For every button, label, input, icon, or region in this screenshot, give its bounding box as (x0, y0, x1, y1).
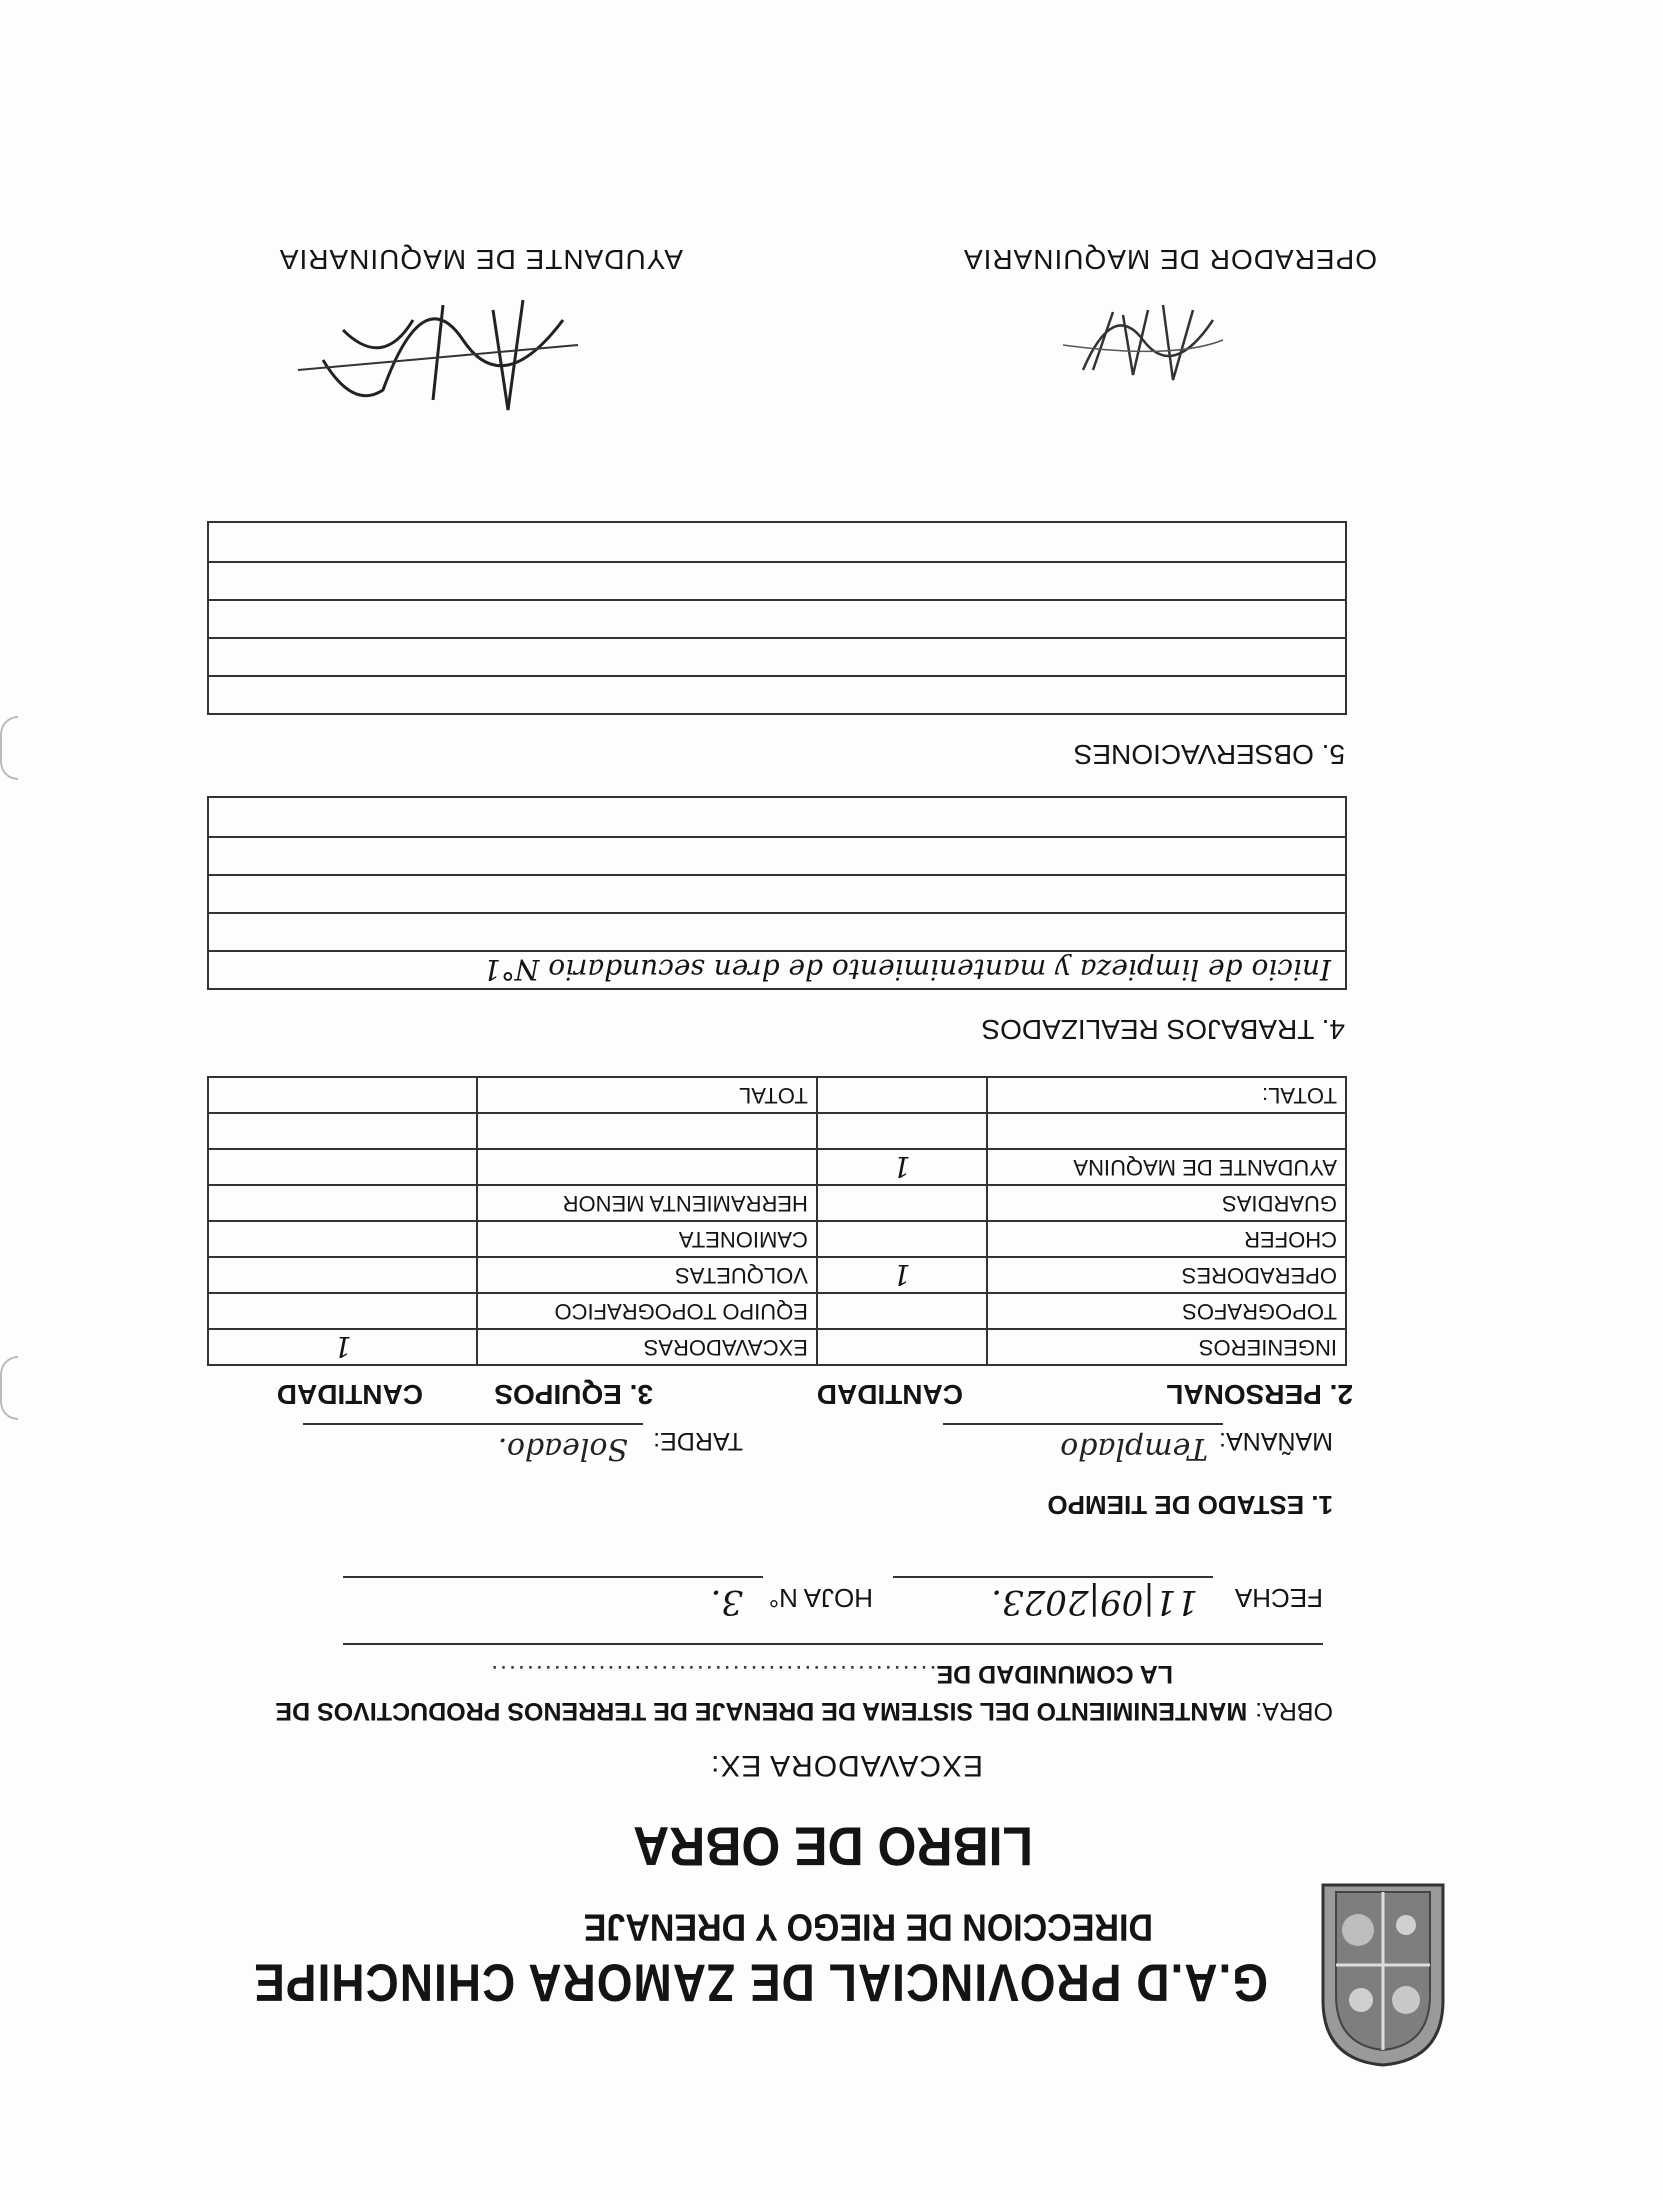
ayudante-role-label: AYUDANTE DE MAQUINARIA (278, 244, 683, 275)
cantidad-equipo-cell (208, 1221, 477, 1257)
obra-text: MANTENIMIENTO DEL SISTEMA DE DRENAJE DE TERRENOS PRODUCTIVOS DE (275, 1697, 1248, 1725)
table-row (208, 1113, 1346, 1149)
ayudante-signature (293, 280, 583, 430)
cantidad-equipo-cell (208, 1113, 477, 1149)
tarde-label: TARDE: (653, 1427, 743, 1455)
cantidad-equipo-cell: 1 (208, 1329, 477, 1365)
fecha-value: 11|09|2023. (991, 1582, 1198, 1622)
table-row (208, 1293, 1346, 1329)
manana-value: Templado (1060, 1431, 1208, 1466)
header-title-gad: G.A.D PROVINCIAL DE ZAMORA CHINCHIPE (253, 1953, 1268, 2013)
tarde-value: Soleado. (497, 1431, 628, 1466)
equipo-cell: HERRAMIENTA MENOR (477, 1185, 817, 1221)
cantidad-personal-cell (817, 1185, 987, 1221)
cantidad-equipo-cell (208, 1185, 477, 1221)
operador-signature (1053, 290, 1233, 400)
obra-label: OBRA: (1255, 1697, 1333, 1725)
cantidad-personal-cell: 1 (817, 1257, 987, 1293)
operador-role-label: OPERADOR DE MAQUINARIA (962, 244, 1377, 275)
crest-logo (1308, 1880, 1458, 2070)
manana-label: MAÑANA: (1219, 1427, 1333, 1455)
personal-header: 2. PERSONAL (1166, 1379, 1353, 1410)
hoja-label: HOJA N° (768, 1583, 873, 1613)
table-row (208, 1149, 1346, 1185)
trabajos-text: Inicio de limpieza y mantenimiento de dren secundario N°1 (483, 953, 1331, 986)
fecha-underline (893, 1576, 1213, 1578)
comunidad-line (489, 1659, 1173, 1688)
obra-line (275, 1696, 1333, 1725)
equipo-cell (477, 1113, 817, 1149)
trabajos-line (209, 950, 1345, 988)
cantidad-equipos-header: CANTIDAD (276, 1379, 423, 1410)
equipo-cell (477, 1149, 817, 1185)
cantidad-personal-cell (817, 1293, 987, 1329)
cantidad-personal-cell: 1 (817, 1149, 987, 1185)
observaciones-heading: 5. OBSERVACIONES (1073, 739, 1345, 770)
header-subtitle-direccion: DIRECCION DE RIEGO Y DRENAJE (583, 1905, 1153, 1949)
personal-cell: INGENIEROS (987, 1329, 1346, 1365)
observaciones-line (209, 675, 1345, 713)
trabajos-line (209, 912, 1345, 950)
hoja-value: 3. (710, 1582, 743, 1622)
equipo-cell: EQUIPO TOPOGRAFICO (477, 1293, 817, 1329)
personal-cell (987, 1113, 1346, 1149)
personal-equipos-table (207, 1076, 1347, 1366)
fecha-label: FECHA (1234, 1583, 1323, 1613)
manana-underline (943, 1423, 1223, 1425)
cantidad-equipo-cell (208, 1077, 477, 1113)
cantidad-personal-cell (817, 1113, 987, 1149)
comunidad-label: LA COMUNIDAD DE (936, 1660, 1173, 1688)
trabajos-line (209, 836, 1345, 874)
personal-cell: AYUDANTE DE MAQUINA (987, 1149, 1346, 1185)
hoja-underline (343, 1576, 763, 1578)
personal-cell: CHOFER (987, 1221, 1346, 1257)
observaciones-box (207, 521, 1347, 715)
equipo-cell: CAMIONETA (477, 1221, 817, 1257)
cantidad-personal-cell (817, 1221, 987, 1257)
personal-cell: OPERADORES (987, 1257, 1346, 1293)
equipos-header: 3. EQUIPOS (494, 1379, 653, 1410)
cantidad-equipo-cell (208, 1149, 477, 1185)
table-row-total (208, 1077, 1346, 1113)
observaciones-line (209, 637, 1345, 675)
trabajos-box (207, 796, 1347, 990)
observaciones-line (209, 523, 1345, 561)
personal-cell: TOPOGRAFOS (987, 1293, 1346, 1329)
trabajos-line (209, 798, 1345, 836)
total-personal-cell: TOTAL: (987, 1077, 1346, 1113)
cantidad-equipo-cell (208, 1293, 477, 1329)
excavadora-label: EXCAVADORA EX: (710, 1749, 983, 1782)
estado-tiempo-heading: 1. ESTADO DE TIEMPO (1047, 1490, 1333, 1520)
equipo-cell: EXCAVADORAS (477, 1329, 817, 1365)
observaciones-line (209, 599, 1345, 637)
cantidad-personal-header: CANTIDAD (816, 1379, 963, 1410)
table-row (208, 1185, 1346, 1221)
trabajos-line (209, 874, 1345, 912)
cantidad-personal-cell (817, 1329, 987, 1365)
comunidad-dots: .................................................. (489, 1660, 937, 1688)
cantidad-personal-cell (817, 1077, 987, 1113)
trabajos-heading: 4. TRABAJOS REALIZADOS (981, 1014, 1345, 1045)
personal-cell: GUARDIAS (987, 1185, 1346, 1221)
table-row (208, 1329, 1346, 1365)
cantidad-equipo-cell (208, 1257, 477, 1293)
header-title-libro-obra: LIBRO DE OBRA (633, 1815, 1033, 1877)
equipo-cell: VOLQUETAS (477, 1257, 817, 1293)
table-row (208, 1257, 1346, 1293)
observaciones-line (209, 561, 1345, 599)
total-equipo-cell: TOTAL (477, 1077, 817, 1113)
binder-hole-mark (0, 716, 18, 780)
binder-hole-mark (0, 1356, 18, 1420)
table-row (208, 1221, 1346, 1257)
tarde-underline (303, 1423, 643, 1425)
divider-line (343, 1643, 1323, 1645)
